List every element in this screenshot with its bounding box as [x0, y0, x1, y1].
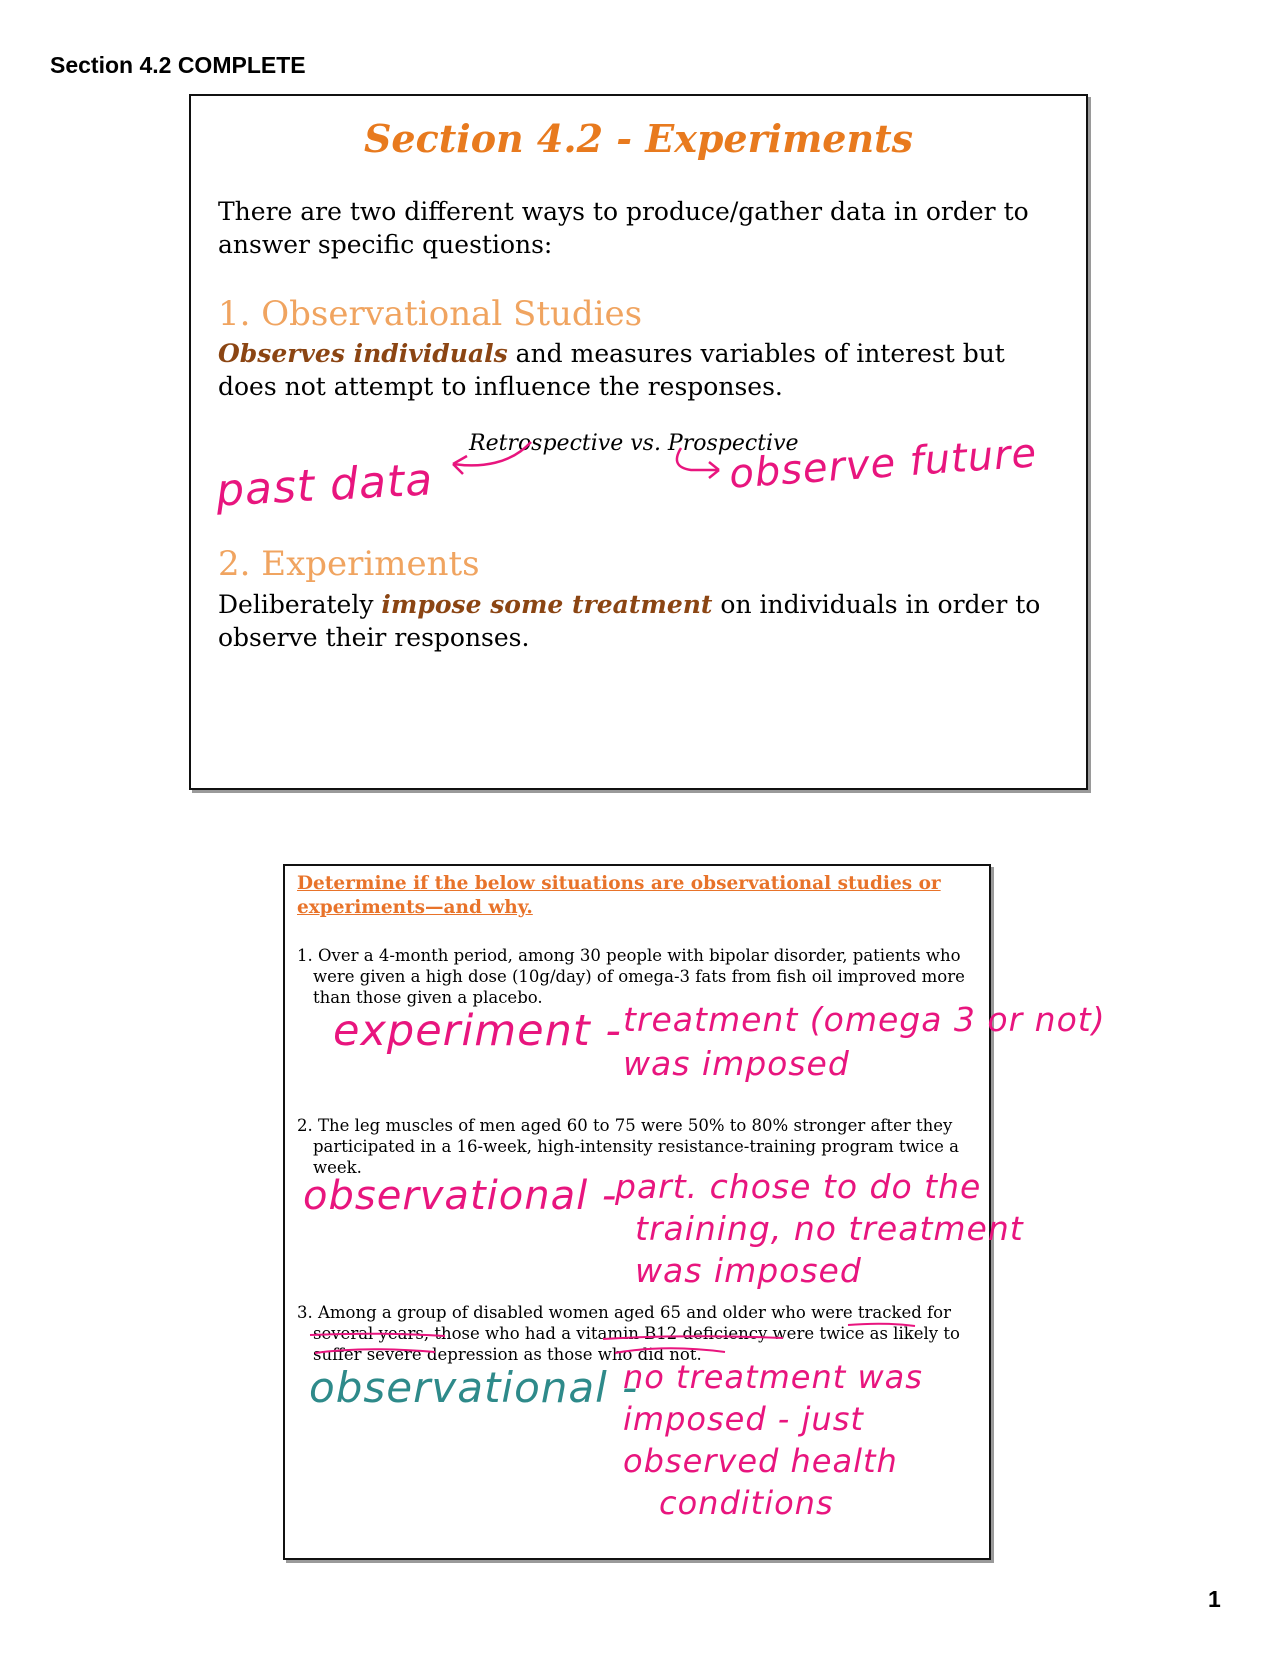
arrow-icon	[191, 96, 1090, 792]
experiments-before: Deliberately	[218, 590, 382, 619]
experiments-after: on individuals in order to observe their responses.	[218, 590, 1041, 652]
observational-rest: and measures variables of interest but does not attempt to influence the responses.	[218, 339, 1005, 401]
slide-title: Section 4.2 - Experiments	[363, 116, 914, 161]
slide-experiments-overview	[189, 94, 1088, 790]
reason-1-line-1: treatment (omega 3 or not)	[623, 1000, 1106, 1039]
handwritten-reason-3	[623, 1356, 923, 1524]
exercise-item-1: 1. Over a 4-month period, among 30 people with bipolar disorder, patients who were given a high dose (10g/day) of omega-3 fats from fish oil improved more than those given a placebo.	[297, 946, 965, 1007]
page-number: 1	[1208, 1586, 1221, 1612]
handwritten-answer-2: observational -	[303, 1173, 618, 1219]
handwritten-answer-1: experiment -	[333, 1006, 622, 1056]
reason-3-line-4: conditions	[659, 1484, 834, 1522]
exercise-item-3: 3. Among a group of disabled women aged 65 and older who were tracked for several years, those who had a vitamin B12 deficiency were twice as likely to suffer severe depression as those who did not.	[297, 1303, 960, 1364]
reason-3-line-3: observed health	[623, 1442, 898, 1480]
exercise-prompt: Determine if the below situations are observational studies or experiments—and why.	[297, 873, 941, 918]
retrospective-vs-prospective: Retrospective vs. Prospective	[469, 431, 799, 456]
intro-text: There are two different ways to produce/gather data in order to answer specific questions:	[218, 197, 1029, 259]
handwritten-past-data: past data	[214, 454, 435, 517]
reason-2-line-2: training, no treatment	[635, 1209, 1024, 1248]
reason-2-line-1: part. chose to do the	[615, 1167, 982, 1206]
reason-1-line-2: was imposed	[623, 1044, 850, 1083]
handwritten-answer-3: observational -	[309, 1363, 639, 1412]
reason-2-line-3: was imposed	[635, 1251, 862, 1290]
experiments-description	[218, 588, 1058, 654]
reason-3-line-1: no treatment was	[623, 1358, 923, 1396]
experiments-emphasis: impose some treatment	[381, 590, 713, 619]
experiments-heading: 2. Experiments	[218, 544, 480, 584]
handwritten-observe-future: observe future	[727, 430, 1039, 498]
observational-heading: 1. Observational Studies	[218, 294, 643, 334]
slide-classification-exercise	[283, 864, 1106, 1560]
reason-3-line-2: imposed - just	[623, 1400, 864, 1438]
exercise-item-2: 2. The leg muscles of men aged 60 to 75 were 50% to 80% stronger after they participated in a 16-week, high-intensity resistance-training program twice a week.	[297, 1116, 959, 1177]
page-header: Section 4.2 COMPLETE	[50, 52, 306, 78]
observational-emphasis: Observes individuals	[218, 339, 508, 368]
